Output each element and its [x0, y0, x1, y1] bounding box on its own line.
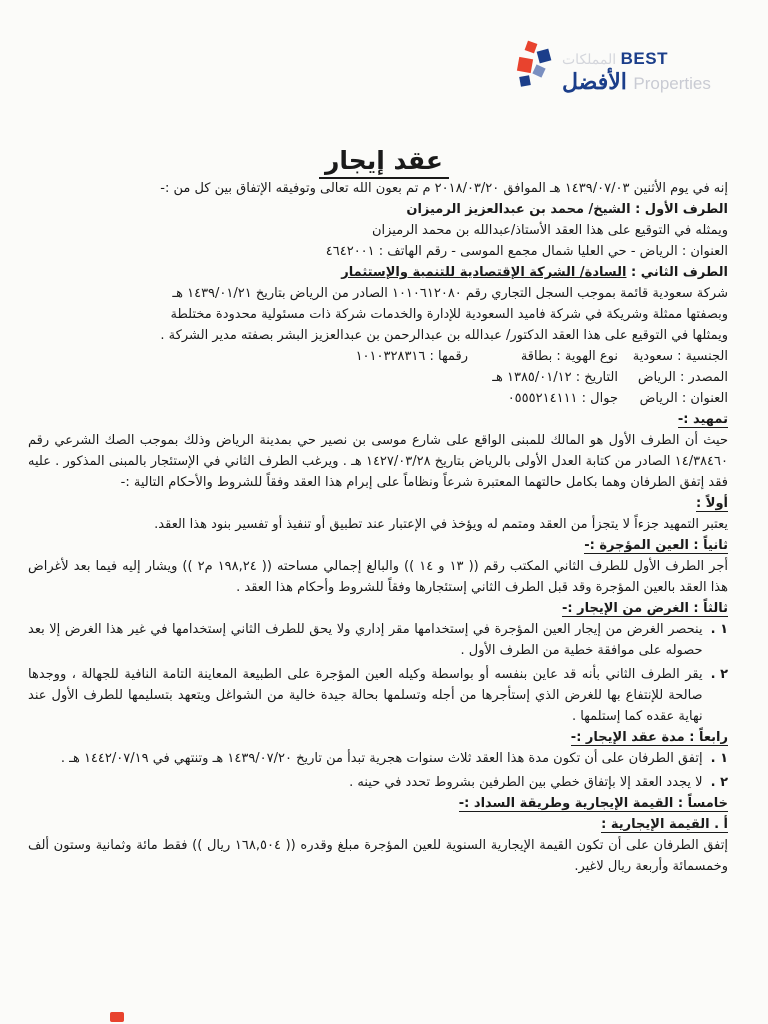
logo-en-best: BEST [620, 49, 668, 68]
party2-heading: الطرف الثاني : السادة/ الشركة الإقتصادية للتنمية والإستثمار [341, 265, 728, 280]
preamble-heading: تمهيد :- [677, 412, 728, 427]
id-type: نوع الهوية : بطاقة [520, 349, 618, 364]
document-title: عقد إيجار [0, 146, 768, 175]
logo-ar-top: المملكات [562, 51, 617, 67]
company-logo [512, 28, 722, 100]
section-5-heading: خامساً : القيمة الإيجارية وطريقة السداد :- [458, 796, 728, 811]
party1-address: العنوان : الرياض - حي العليا شمال مجمع الموسى - رقم الهاتف : ٤٦٤٢٠٠١ [325, 244, 728, 259]
section-4-item: ١ . إتفق الطرفان على أن تكون مدة هذا العقد ثلاث سنوات هجرية تبدأ من تاريخ ١٤٣٩/٠٧/٢٠ هـ وتنتهي في ١٤٤٢/٠٧/١٩ هـ . [60, 751, 728, 766]
section-1-text: يعتبر التمهيد جزءاً لا يتجزأ من العقد ومتمم له ويؤخذ في الإعتبار عند تطبيق أو تنفيذ أو تفسير بنود هذا العقد. [154, 517, 728, 532]
id-date: التاريخ : ١٣٨٥/٠١/١٢ هـ [492, 370, 618, 385]
party2-city: العنوان : الرياض [639, 391, 728, 406]
party2-mobile: جوال : ٠٥٥٥٢١٤١١١ [507, 391, 618, 406]
section-2-heading: ثانياً : العين المؤجرة :- [584, 538, 728, 553]
party1-represented: ويمثله في التوقيع على هذا العقد الأستاذ/عبدالله بن محمد الرميزان [371, 223, 728, 238]
section-4-item: ٢ . لا يجدد العقد إلا بإتفاق خطي بين الطرفين بشروط تحدد في حينه . [349, 775, 728, 790]
party2-desc-1: شركة سعودية قائمة بموجب السجل التجاري رقم ١٠١٠٦١٢٠٨٠ الصادر من الرياض بتاريخ ١٤٣٩/٠١/٢١ هـ [172, 286, 728, 301]
footer-mark-icon [110, 1012, 124, 1022]
party1-heading: الطرف الأول : الشيخ/ محمد بن عبدالعزيز الرميزان [406, 202, 728, 217]
logo-ar-main: الأفضل [562, 69, 627, 94]
intro-paragraph: إنه في يوم الأثنين ١٤٣٩/٠٧/٠٣ هـ الموافق ٢٠١٨/٠٣/٢٠ م تم بعون الله تعالى وتوفيقه الإتفاق بين كل من :- [160, 181, 728, 196]
id-source: المصدر : الرياض [637, 370, 728, 385]
section-5-text: إتفق الطرفان على أن تكون القيمة الإيجارية السنوية للعين المؤجرة مبلغ وقدره (( ١٦٨,٥٠٤ ريال )) فقط مائة وثمانية وستون ألف وخمسمائة وأربعة ريال لاغير. [28, 838, 728, 874]
section-5-subheading: أ . القيمة الإيجارية : [601, 817, 728, 832]
section-4-heading: رابعاً : مدة عقد الإيجار :- [570, 730, 728, 745]
party2-desc-2: وبصفتها ممثلة وشريكة في شركة فاميد السعودية للإدارة والخدمات شركة ذات مسئولية محدودة مختلطة [170, 307, 728, 322]
section-2-text: أجر الطرف الأول للطرف الثاني المكتب رقم (( ١٣ و ١٤ )) والبالغ إجمالي مساحته (( ١٩٨,٢٤ م٢ )) ويشار إليه فيما بعد لأغراض هذا العقد بالعين المؤجرة وقد قبل الطرف الثاني إستئجارها وفقاً للشروط وأحكام هذا العقد . [28, 559, 728, 595]
logo-text [562, 48, 711, 96]
section-3-item: ٢ . يقر الطرف الثاني بأنه قد عاين بنفسه أو بواسطة وكيله العين المؤجرة على الطبيعة المعاينة التامة النافية للجهالة ، ووجدها صالحة للإنتفاع بها للغرض الذي إستأجرها من أجله وتسلمها بحالة جيدة خالية من الشواغل ويتعهد بتسليمها للطرف الأول عند نهاية عقده كما إستلمها . [28, 667, 728, 724]
section-3-heading: ثالثاً : الغرض من الإيجار :- [561, 601, 728, 616]
nationality: الجنسية : سعودية [632, 349, 728, 364]
party2-desc-3: ويمثلها في التوقيع على هذا العقد الدكتور/ عبدالله بن عبدالرحمن بن عبدالعزيز البشر بصفته مدير الشركة . [160, 328, 728, 343]
id-number: رقمها : ١٠١٠٣٢٨٣١٦ [355, 349, 468, 364]
contract-body [28, 178, 728, 1024]
logo-mark-icon [512, 40, 560, 92]
party2-info-grid [28, 346, 728, 409]
preamble-text: حيث أن الطرف الأول هو المالك للمبنى الواقع على شارع موسى بن نصير حي بمدينة الرياض وذلك بموجب الصك الشرعي رقم ١٤/٣٨٤٦٠ الصادر من كتابة العدل الأولى بالرياض بتاريخ ١٤٢٧/٠٣/٢٨ هـ . ويرغب الطرف الثاني في الإستئجار بالمبنى المذكور . عليه فقد إتفق الطرفان وهما بكامل حالتهما المعتبرة شرعاً ونظاماً على إبرام هذا العقد وفقاً للشروط والأحكام التالية :- [28, 433, 728, 490]
section-1-heading: أولاً : [696, 496, 728, 511]
logo-en-properties: Properties [633, 74, 711, 93]
section-3-item: ١ . ينحصر الغرض من إيجار العين المؤجرة في إستخدامها مقر إداري ولا يحق للطرف الثاني إستخدامها في غير هذا الغرض إلا بعد حصوله على موافقة خطية من الطرف الأول . [28, 622, 728, 658]
